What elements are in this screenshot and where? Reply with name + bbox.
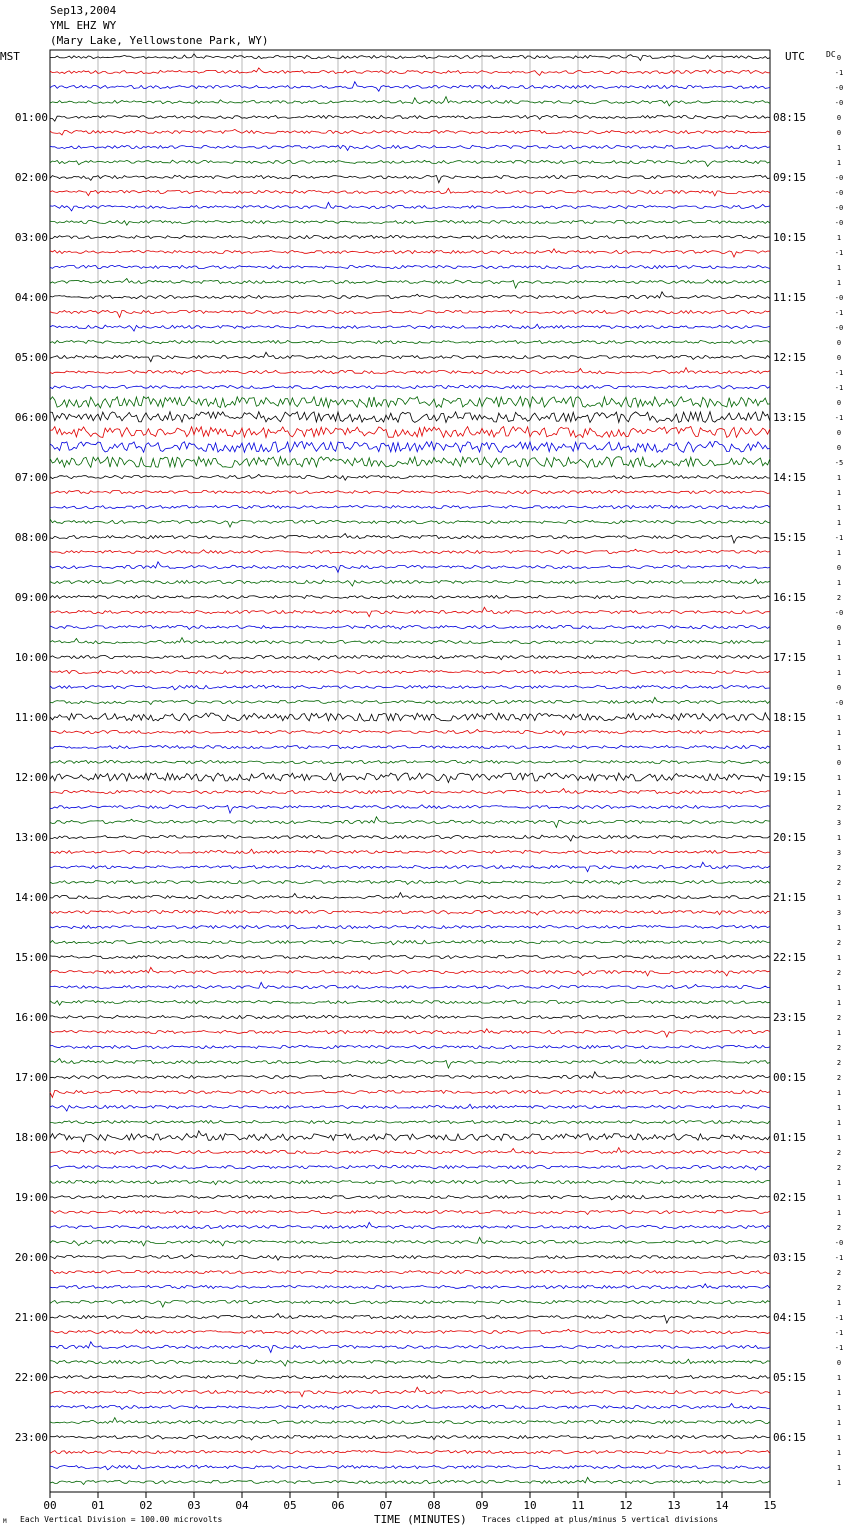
- dc-offset-label: 1: [836, 579, 842, 587]
- seismic-trace: [50, 1435, 770, 1440]
- dc-offset-label: 0: [836, 54, 842, 62]
- seismic-trace: [50, 1329, 770, 1333]
- seismic-trace: [50, 982, 770, 988]
- seismic-trace: [50, 385, 770, 389]
- seismic-trace: [50, 202, 770, 211]
- seismic-trace: [50, 729, 770, 735]
- dc-offset-label: 1: [836, 1209, 842, 1217]
- dc-offset-label: 1: [836, 669, 842, 677]
- seismic-trace: [50, 397, 770, 408]
- scale-note: Each Vertical Division = 100.00 microvolts: [20, 1515, 223, 1524]
- x-tick-label: 07: [379, 1499, 393, 1512]
- right-axis-title: UTC: [785, 50, 805, 63]
- seismic-trace: [50, 1210, 770, 1214]
- utc-hour-label: 04:15: [773, 1311, 807, 1324]
- dc-offset-label: 1: [836, 1374, 842, 1382]
- utc-hour-label: 09:15: [773, 171, 807, 184]
- seismic-trace: [50, 910, 770, 915]
- dc-offset-label: 1: [836, 1194, 842, 1202]
- seismic-trace: [50, 940, 770, 945]
- dc-offset-label: -0: [834, 99, 844, 107]
- dc-offset-label: 1: [836, 1134, 842, 1142]
- dc-offset-label: -5: [834, 459, 844, 467]
- x-tick-label: 15: [763, 1499, 777, 1512]
- mst-hour-label: 06:00: [14, 411, 48, 424]
- dc-offset-label: 1: [836, 1464, 842, 1472]
- seismic-trace: [50, 188, 770, 196]
- dc-label: DC: [826, 50, 836, 59]
- x-tick-label: 08: [427, 1499, 441, 1512]
- dc-offset-label: 1: [836, 984, 842, 992]
- seismic-trace: [50, 175, 770, 182]
- seismic-trace: [50, 1465, 770, 1470]
- mst-hour-label: 23:00: [14, 1431, 48, 1444]
- seismic-traces: [50, 54, 770, 1485]
- dc-offset-label: 2: [836, 1074, 842, 1082]
- dc-offset-label: -1: [834, 1254, 844, 1262]
- header-date: Sep13,2004: [50, 4, 117, 17]
- seismic-trace: [50, 1165, 770, 1170]
- seismic-trace: [50, 97, 770, 106]
- seismic-trace: [50, 1090, 770, 1097]
- dc-offset-label: 0: [836, 339, 842, 347]
- seismic-trace: [50, 1195, 770, 1200]
- seismic-trace: [50, 1148, 770, 1155]
- seismic-trace: [50, 265, 770, 268]
- seismic-trace: [50, 1015, 770, 1018]
- mst-hour-label: 08:00: [14, 531, 48, 544]
- dc-offset-label: 2: [836, 879, 842, 887]
- seismic-trace: [50, 670, 770, 673]
- seismic-trace: [50, 1120, 770, 1123]
- mst-hour-label: 14:00: [14, 891, 48, 904]
- dc-offset-label: -1: [834, 1314, 844, 1322]
- dc-offset-label: -1: [834, 249, 844, 257]
- x-axis-title: TIME (MINUTES): [374, 1513, 467, 1526]
- mst-hour-label: 16:00: [14, 1011, 48, 1024]
- dc-offset-label: 1: [836, 144, 842, 152]
- seismic-trace: [50, 1000, 770, 1005]
- utc-hour-label: 20:15: [773, 831, 807, 844]
- dc-offset-label: 3: [836, 849, 842, 857]
- dc-offset-label: -0: [834, 219, 844, 227]
- dc-offset-label: 2: [836, 1224, 842, 1232]
- seismic-trace: [50, 145, 770, 150]
- seismic-trace: [50, 713, 770, 722]
- dc-offset-label: 0: [836, 114, 842, 122]
- seismic-trace: [50, 519, 770, 527]
- mst-hour-label: 09:00: [14, 591, 48, 604]
- dc-offset-label: 1: [836, 1089, 842, 1097]
- mst-hour-label: 22:00: [14, 1371, 48, 1384]
- dc-offset-label: -0: [834, 174, 844, 182]
- seismic-trace: [50, 562, 770, 573]
- seismic-trace: [50, 655, 770, 660]
- seismic-trace: [50, 129, 770, 135]
- dc-offset-label: 0: [836, 759, 842, 767]
- dc-offset-label: -0: [834, 699, 844, 707]
- x-tick-label: 14: [715, 1499, 729, 1512]
- seismic-trace: [50, 1375, 770, 1378]
- utc-hour-label: 23:15: [773, 1011, 807, 1024]
- dc-offset-label: 1: [836, 1434, 842, 1442]
- seismic-trace: [50, 220, 770, 225]
- seismic-trace: [50, 625, 770, 629]
- header-station: YML EHZ WY: [50, 19, 117, 32]
- mst-hour-label: 12:00: [14, 771, 48, 784]
- seismic-trace: [50, 1314, 770, 1324]
- seismic-trace: [50, 1045, 770, 1048]
- seismic-trace: [50, 1072, 770, 1079]
- dc-offset-label: 1: [836, 654, 842, 662]
- seismic-trace: [50, 412, 770, 423]
- seismic-trace: [50, 279, 770, 289]
- dc-offset-label: -1: [834, 384, 844, 392]
- x-tick-label: 01: [91, 1499, 105, 1512]
- mst-hour-label: 02:00: [14, 171, 48, 184]
- seismic-trace: [50, 324, 770, 331]
- seismic-trace: [50, 1284, 770, 1289]
- dc-offset-label: 2: [836, 1149, 842, 1157]
- seismic-trace: [50, 54, 770, 61]
- seismic-trace: [50, 1237, 770, 1246]
- seismic-trace: [50, 862, 770, 872]
- dc-offset-label: -0: [834, 609, 844, 617]
- mst-hour-label: 10:00: [14, 651, 48, 664]
- seismic-trace: [50, 82, 770, 92]
- seismic-trace: [50, 534, 770, 544]
- dc-offset-label: 1: [836, 639, 842, 647]
- dc-offset-label: 1: [836, 999, 842, 1007]
- seismic-trace: [50, 773, 770, 783]
- seismic-trace: [50, 817, 770, 828]
- seismic-trace: [50, 1300, 770, 1307]
- dc-offset-label: -1: [834, 534, 844, 542]
- dc-offset-label: 1: [836, 1104, 842, 1112]
- mst-hour-label: 19:00: [14, 1191, 48, 1204]
- dc-offset-label: -0: [834, 1239, 844, 1247]
- dc-offset-label: 2: [836, 1044, 842, 1052]
- seismic-trace: [50, 368, 770, 375]
- dc-offset-label: 0: [836, 624, 842, 632]
- mst-hour-label: 11:00: [14, 711, 48, 724]
- seismic-trace: [50, 310, 770, 317]
- dc-offset-label: 1: [836, 924, 842, 932]
- utc-hour-label: 02:15: [773, 1191, 807, 1204]
- seismic-trace: [50, 249, 770, 257]
- dc-offset-label: 2: [836, 969, 842, 977]
- seismic-trace: [50, 68, 770, 76]
- dc-offset-label: -0: [834, 84, 844, 92]
- time-grid: [50, 50, 770, 1498]
- utc-hour-label: 13:15: [773, 411, 807, 424]
- mst-hour-label: 18:00: [14, 1131, 48, 1144]
- dc-offset-label: 0: [836, 399, 842, 407]
- utc-hour-label: 14:15: [773, 471, 807, 484]
- dc-offset-label: 1: [836, 1449, 842, 1457]
- utc-hour-label: 10:15: [773, 231, 807, 244]
- seismic-trace: [50, 1404, 770, 1410]
- seismic-trace: [50, 760, 770, 763]
- seismic-trace: [50, 427, 770, 438]
- dc-offset-label: 0: [836, 429, 842, 437]
- dc-offset-label: 1: [836, 954, 842, 962]
- utc-hour-label: 17:15: [773, 651, 807, 664]
- utc-hour-label: 01:15: [773, 1131, 807, 1144]
- utc-hour-label: 05:15: [773, 1371, 807, 1384]
- seismic-trace: [50, 292, 770, 299]
- seismic-trace: [50, 1059, 770, 1069]
- seismic-trace: [50, 967, 770, 976]
- seismic-trace: [50, 1270, 770, 1273]
- x-tick-label: 00: [43, 1499, 57, 1512]
- x-tick-label: 06: [331, 1499, 345, 1512]
- x-tick-label: 09: [475, 1499, 489, 1512]
- seismic-trace: [50, 1359, 770, 1366]
- x-tick-label: 03: [187, 1499, 201, 1512]
- dc-offset-label: -1: [834, 1344, 844, 1352]
- mst-hour-label: 07:00: [14, 471, 48, 484]
- seismic-trace: [50, 789, 770, 794]
- dc-offset-label: 1: [836, 834, 842, 842]
- axis-labels: [15, 54, 843, 1512]
- dc-offset-label: 1: [836, 789, 842, 797]
- seismic-trace: [50, 607, 770, 617]
- dc-offset-label: 2: [836, 864, 842, 872]
- x-tick-label: 10: [523, 1499, 537, 1512]
- seismic-trace: [50, 442, 770, 453]
- mst-hour-label: 13:00: [14, 831, 48, 844]
- dc-offset-label: 1: [836, 1029, 842, 1037]
- dc-offset-label: 1: [836, 504, 842, 512]
- utc-hour-label: 22:15: [773, 951, 807, 964]
- dc-offset-label: 1: [836, 159, 842, 167]
- seismic-trace: [50, 1418, 770, 1424]
- seismic-trace: [50, 1451, 770, 1454]
- dc-offset-label: 1: [836, 729, 842, 737]
- utc-hour-label: 15:15: [773, 531, 807, 544]
- dc-offset-label: 1: [836, 894, 842, 902]
- dc-offset-label: -1: [834, 414, 844, 422]
- dc-offset-label: 0: [836, 564, 842, 572]
- dc-offset-label: 1: [836, 1119, 842, 1127]
- utc-hour-label: 19:15: [773, 771, 807, 784]
- dc-offset-label: 0: [836, 354, 842, 362]
- header-location: (Mary Lake, Yellowstone Park, WY): [50, 34, 269, 47]
- dc-offset-label: 1: [836, 279, 842, 287]
- dc-offset-label: 1: [836, 1404, 842, 1412]
- dc-offset-label: 1: [836, 714, 842, 722]
- seismic-trace: [50, 880, 770, 884]
- seismic-trace: [50, 849, 770, 853]
- mst-hour-label: 01:00: [14, 111, 48, 124]
- seismic-trace: [50, 505, 770, 508]
- dc-offset-label: -1: [834, 309, 844, 317]
- seismic-trace: [50, 1029, 770, 1037]
- dc-offset-label: 1: [836, 519, 842, 527]
- seismic-trace: [50, 925, 770, 928]
- seismic-trace: [50, 474, 770, 480]
- dc-offset-label: 2: [836, 1164, 842, 1172]
- dc-offset-label: 1: [836, 1479, 842, 1487]
- left-axis-title: MST: [0, 50, 20, 63]
- seismic-trace: [50, 1180, 770, 1184]
- dc-offset-label: 1: [836, 474, 842, 482]
- mst-hour-label: 21:00: [14, 1311, 48, 1324]
- seismic-trace: [50, 893, 770, 899]
- seismic-trace: [50, 115, 770, 121]
- dc-offset-label: 1: [836, 234, 842, 242]
- dc-offset-label: 0: [836, 444, 842, 452]
- corner-mark: M: [3, 1518, 7, 1525]
- x-tick-label: 12: [619, 1499, 633, 1512]
- dc-offset-label: 2: [836, 1014, 842, 1022]
- dc-offset-label: 1: [836, 264, 842, 272]
- seismic-trace: [50, 835, 770, 841]
- dc-offset-label: -1: [834, 369, 844, 377]
- seismic-trace: [50, 638, 770, 644]
- clip-note: Traces clipped at plus/minus 5 vertical divisions: [482, 1515, 719, 1524]
- seismic-trace: [50, 579, 770, 586]
- seismic-trace: [50, 697, 770, 704]
- dc-offset-label: 2: [836, 1284, 842, 1292]
- seismic-trace: [50, 235, 770, 238]
- dc-offset-label: 1: [836, 744, 842, 752]
- seismic-trace: [50, 1131, 770, 1142]
- dc-offset-label: -0: [834, 324, 844, 332]
- dc-offset-label: 2: [836, 594, 842, 602]
- seismic-trace: [50, 549, 770, 553]
- dc-offset-label: -1: [834, 69, 844, 77]
- dc-offset-label: -0: [834, 294, 844, 302]
- dc-offset-label: 0: [836, 1359, 842, 1367]
- mst-hour-label: 04:00: [14, 291, 48, 304]
- x-tick-label: 05: [283, 1499, 297, 1512]
- seismic-trace: [50, 1342, 770, 1353]
- dc-offset-label: -1: [834, 1329, 844, 1337]
- dc-offset-label: 2: [836, 939, 842, 947]
- seismic-trace: [50, 805, 770, 813]
- seismic-trace: [50, 1477, 770, 1484]
- dc-offset-label: 3: [836, 819, 842, 827]
- utc-hour-label: 16:15: [773, 591, 807, 604]
- utc-hour-label: 00:15: [773, 1071, 807, 1084]
- dc-offset-label: 1: [836, 1389, 842, 1397]
- utc-hour-label: 12:15: [773, 351, 807, 364]
- seismic-trace: [50, 490, 770, 493]
- dc-offset-label: 1: [836, 489, 842, 497]
- mst-hour-label: 15:00: [14, 951, 48, 964]
- utc-hour-label: 11:15: [773, 291, 807, 304]
- seismic-trace: [50, 1222, 770, 1228]
- dc-offset-label: 0: [836, 129, 842, 137]
- seismic-trace: [50, 595, 770, 598]
- seismic-trace: [50, 1387, 770, 1397]
- dc-offset-label: 1: [836, 1179, 842, 1187]
- mst-hour-label: 17:00: [14, 1071, 48, 1084]
- seismic-trace: [50, 160, 770, 166]
- seismic-trace: [50, 352, 770, 362]
- dc-offset-label: 3: [836, 909, 842, 917]
- dc-offset-label: 1: [836, 1419, 842, 1427]
- seismic-trace: [50, 745, 770, 748]
- dc-offset-label: 2: [836, 1059, 842, 1067]
- dc-offset-label: 1: [836, 1299, 842, 1307]
- seismic-trace: [50, 457, 770, 468]
- dc-offset-label: 1: [836, 549, 842, 557]
- utc-hour-label: 03:15: [773, 1251, 807, 1264]
- dc-offset-label: -0: [834, 189, 844, 197]
- dc-offset-label: 1: [836, 774, 842, 782]
- utc-hour-label: 21:15: [773, 891, 807, 904]
- utc-hour-label: 18:15: [773, 711, 807, 724]
- x-tick-label: 04: [235, 1499, 249, 1512]
- dc-offset-label: 0: [836, 684, 842, 692]
- seismic-trace: [50, 685, 770, 690]
- dc-offset-label: -0: [834, 204, 844, 212]
- seismic-trace: [50, 955, 770, 959]
- mst-hour-label: 05:00: [14, 351, 48, 364]
- x-tick-label: 11: [571, 1499, 585, 1512]
- mst-hour-label: 03:00: [14, 231, 48, 244]
- x-tick-label: 02: [139, 1499, 153, 1512]
- seismic-trace: [50, 1254, 770, 1260]
- x-tick-label: 13: [667, 1499, 681, 1512]
- mst-hour-label: 20:00: [14, 1251, 48, 1264]
- dc-offset-label: 2: [836, 804, 842, 812]
- utc-hour-label: 06:15: [773, 1431, 807, 1444]
- seismic-trace: [50, 1104, 770, 1111]
- dc-offset-label: 2: [836, 1269, 842, 1277]
- seismic-trace: [50, 340, 770, 343]
- utc-hour-label: 08:15: [773, 111, 807, 124]
